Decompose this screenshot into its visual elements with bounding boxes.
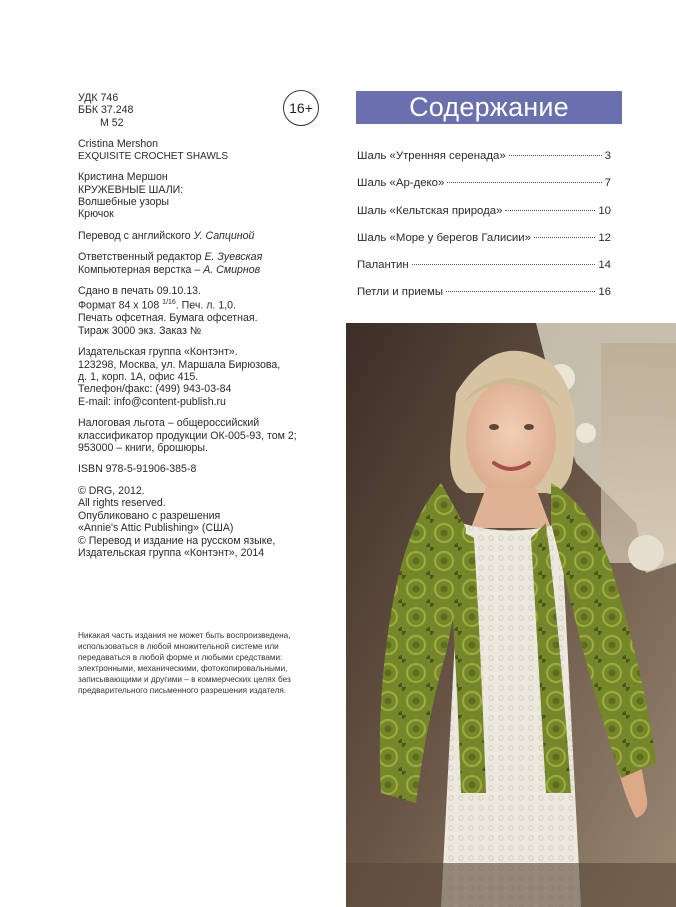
legal-line: предварительного письменного разрешения издателя. [78, 686, 287, 695]
publisher-address-2: д. 1, корп. 1А, офис 415. [78, 371, 199, 384]
author-ru: Кристина Мершон [78, 171, 168, 184]
print-date: Сдано в печать 09.10.13. [78, 285, 201, 298]
toc-item-page: 12 [598, 231, 611, 244]
copyright-4: «Annie's Attic Publishing» (США) [78, 522, 234, 535]
legal-line: Никакая часть издания не может быть воспроизведена, [78, 631, 291, 640]
toc-item[interactable] [357, 205, 611, 232]
subtitle2-ru: Крючок [78, 208, 114, 221]
toc-item-page: 14 [598, 259, 611, 272]
publisher-phone: Телефон/факс: (499) 943-03-84 [78, 383, 232, 396]
toc-leader [447, 182, 601, 183]
translation-credit [78, 230, 338, 242]
copyright-3: Опубликовано с разрешения [78, 509, 221, 522]
toc-item-title: Шаль «Кельтская природа» [357, 204, 503, 217]
toc-item-page: 16 [598, 286, 611, 299]
contents-heading: Содержание [356, 91, 622, 124]
age-rating-badge: 16+ [283, 90, 319, 126]
face [466, 380, 556, 496]
toc-leader [446, 291, 595, 292]
model-photo [346, 323, 676, 907]
toc-item-title: Шаль «Утренняя серенада» [357, 150, 506, 162]
legal-line: записывающими и другими – в коммерческих целях без [78, 675, 291, 684]
toc-leader [505, 210, 595, 211]
copyright-6: Издательская группа «Контэнт», 2014 [78, 546, 265, 559]
toc-item-page: 7 [604, 177, 611, 190]
isbn: ISBN 978-5-91906-385-8 [78, 463, 197, 476]
toc-item[interactable] [357, 286, 611, 313]
bbk-code: ББК 37.248 [78, 104, 134, 117]
editor-name: Е. Зуевская [204, 251, 263, 264]
publisher-name: Издательская группа «Контэнт». [78, 346, 238, 359]
editor-label: Ответственный редактор [78, 251, 205, 264]
copyright-5: © Перевод и издание на русском языке, [78, 534, 276, 547]
circulation: Тираж 3000 экз. Заказ № [78, 324, 202, 337]
tax-line-2: классификатор продукции ОК-005-93, том 2; [78, 429, 297, 442]
toc-leader [534, 237, 595, 238]
layout-label: Компьютерная верстка – [78, 263, 204, 276]
copyright-1: © DRG, 2012. [78, 484, 145, 497]
print-format: Формат 84 х 108 $^{1/16}$. Печ. л. 1,0. [78, 299, 236, 312]
title-ru: КРУЖЕВНЫЕ ШАЛИ: [78, 183, 184, 196]
copyright-2: All rights reserved. [78, 497, 166, 510]
table-of-contents [357, 150, 611, 314]
toc-item-page: 10 [598, 204, 611, 217]
staff-credits [78, 251, 338, 276]
translator-name: У. Сапциной [193, 229, 255, 242]
publisher-address: 123298, Москва, ул. Маршала Бирюзова, [78, 358, 281, 371]
toc-item[interactable] [357, 150, 611, 177]
publisher-email: E-mail: info@content-publish.ru [78, 395, 226, 408]
subtitle-ru: Волшебные узоры [78, 196, 169, 209]
toc-item-title: Палантин [357, 259, 409, 272]
original-title-block [78, 138, 338, 162]
author-mark: М 52 [100, 116, 124, 129]
model-photo-illustration [346, 323, 676, 907]
legal-line: использоваться в любой множительной системе или [78, 642, 279, 651]
print-type: Печать офсетная. Бумага офсетная. [78, 312, 258, 325]
tax-info [78, 417, 338, 454]
legal-line: электронными, механическими, фотокопировальными, [78, 664, 288, 673]
toc-item-title: Шаль «Ар-деко» [357, 177, 445, 190]
author-en: Cristina Mershon [78, 138, 159, 151]
russian-title-block [78, 171, 338, 221]
copyright-block [78, 485, 338, 559]
udk-code: УДК 746 [78, 92, 119, 104]
toc-item[interactable] [357, 232, 611, 259]
imprint-block [78, 92, 338, 568]
toc-item[interactable] [357, 177, 611, 204]
toc-item[interactable] [357, 259, 611, 286]
tax-line-1: Налоговая льгота – общероссийский [78, 417, 260, 430]
tax-line-3: 953000 – книги, брошюры. [78, 442, 208, 455]
toc-leader [509, 155, 602, 156]
toc-item-page: 3 [604, 150, 611, 162]
title-en: EXQUISITE CROCHET SHAWLS [78, 150, 229, 162]
legal-line: передаваться в любой форме и любыми средствами: [78, 653, 283, 662]
publisher-info [78, 346, 338, 408]
toc-leader [412, 264, 596, 265]
isbn-block [78, 463, 338, 475]
layout-name: А. Смирнов [203, 263, 261, 276]
format-fraction: 1/16 [162, 299, 176, 307]
translation-label: Перевод с английского [78, 229, 194, 242]
legal-notice [78, 630, 338, 696]
print-info [78, 285, 338, 337]
toc-item-title: Петли и приемы [357, 286, 444, 299]
toc-item-title: Шаль «Море у берегов Галисии» [357, 231, 531, 244]
